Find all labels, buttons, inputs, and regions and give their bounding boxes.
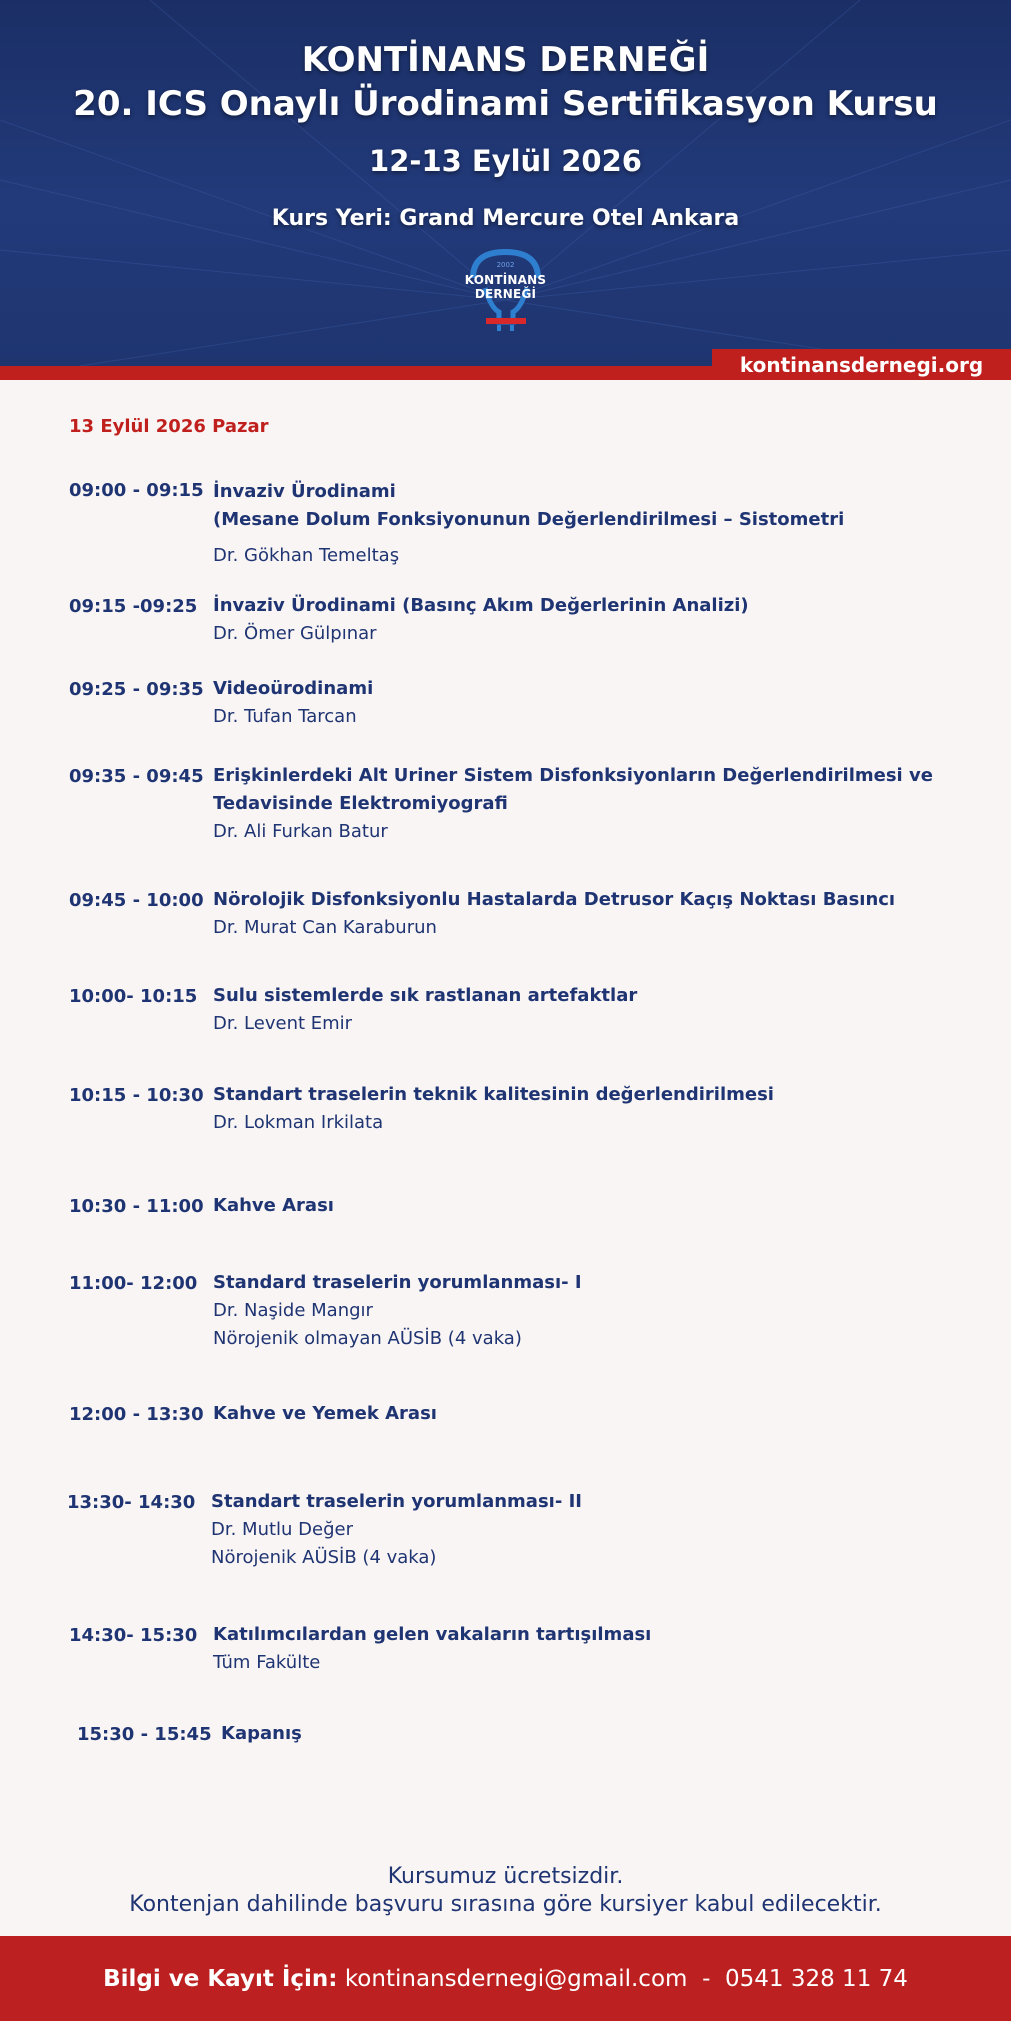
website-link[interactable]: kontinansdernegi.org xyxy=(712,349,1011,380)
session-title: Standard traselerin yorumlanması- I xyxy=(213,1272,582,1293)
session-time: 09:25 - 09:35 xyxy=(69,679,204,700)
contact-bar xyxy=(0,1936,1011,2021)
day-title: 13 Eylül 2026 Pazar xyxy=(69,416,269,437)
session-time: 14:30- 15:30 xyxy=(69,1625,198,1646)
session-title: Erişkinlerdeki Alt Uriner Sistem Disfonksiyonların Değerlendirilmesi ve xyxy=(213,765,933,786)
session-note: Nörojenik AÜSİB (4 vaka) xyxy=(211,1547,437,1568)
logo-year: 2002 xyxy=(496,261,515,269)
session-speaker: Dr. Lokman Irkilata xyxy=(213,1112,384,1133)
session-time: 09:00 - 09:15 xyxy=(69,480,204,501)
course-venue: Kurs Yeri: Grand Mercure Otel Ankara xyxy=(271,206,740,231)
session-title: Standart traselerin teknik kalitesinin değerlendirilmesi xyxy=(213,1084,774,1105)
session-speaker: Dr. Ali Furkan Batur xyxy=(213,821,388,842)
session-speaker: Dr. Ömer Gülpınar xyxy=(213,623,377,644)
session-note: Nörojenik olmayan AÜSİB (4 vaka) xyxy=(213,1328,522,1349)
session-speaker: Dr. Mutlu Değer xyxy=(211,1519,354,1540)
session-time: 09:35 - 09:45 xyxy=(69,766,204,787)
session-speaker: Dr. Tufan Tarcan xyxy=(213,706,357,727)
session-speaker: Tüm Fakülte xyxy=(213,1652,321,1673)
logo-text: KONTİNANS DERNEĞİ xyxy=(464,273,547,301)
session-time: 15:30 - 15:45 xyxy=(77,1724,212,1745)
session-time: 12:00 - 13:30 xyxy=(69,1404,204,1425)
association-logo xyxy=(435,246,576,334)
session-title: Kapanış xyxy=(221,1723,302,1744)
session-speaker: Dr. Gökhan Temeltaş xyxy=(213,545,400,566)
session-title-line2: Tedavisinde Elektromiyografi xyxy=(213,793,508,814)
contact-label: Bilgi ve Kayıt İçin: xyxy=(103,1965,338,1992)
organization-title: KONTİNANS DERNEĞİ xyxy=(301,40,710,80)
session-title: Kahve ve Yemek Arası xyxy=(213,1403,437,1424)
session-title: İnvaziv Ürodinami (Basınç Akım Değerlerinin Analizi) xyxy=(213,595,749,616)
session-title: Standart traselerin yorumlanması- II xyxy=(211,1491,582,1512)
contact-email[interactable]: kontinansdernegi@gmail.com xyxy=(344,1965,688,1992)
session-title-line2: (Mesane Dolum Fonksiyonunun Değerlendirilmesi – Sistometri xyxy=(213,509,845,530)
contact-phone[interactable]: 0541 328 11 74 xyxy=(725,1965,908,1992)
session-speaker: Dr. Naşide Mangır xyxy=(213,1300,373,1321)
registration-note: Kontenjan dahilinde başvuru sırasına göre kursiyer kabul edilecektir. xyxy=(129,1892,882,1917)
session-speaker: Dr. Levent Emir xyxy=(213,1013,353,1034)
session-time: 10:30 - 11:00 xyxy=(69,1196,204,1217)
session-title: Videoürodinami xyxy=(213,678,374,699)
course-date: 12-13 Eylül 2026 xyxy=(369,144,642,178)
course-title: 20. ICS Onaylı Ürodinami Sertifikasyon Kursu xyxy=(73,84,938,124)
session-time: 10:00- 10:15 xyxy=(69,986,198,1007)
session-title: Kahve Arası xyxy=(213,1195,334,1216)
session-title: Katılımcılardan gelen vakaların tartışılması xyxy=(213,1624,652,1645)
session-time: 10:15 - 10:30 xyxy=(69,1085,204,1106)
session-title: Sulu sistemlerde sık rastlanan artefaktlar xyxy=(213,985,638,1006)
session-title: İnvaziv Ürodinami xyxy=(213,481,396,502)
session-speaker: Dr. Murat Can Karaburun xyxy=(213,917,437,938)
session-time: 09:15 -09:25 xyxy=(69,596,198,617)
header-banner xyxy=(0,0,1011,366)
free-course-note: Kursumuz ücretsizdir. xyxy=(387,1864,624,1889)
contact-separator: - xyxy=(702,1965,711,1992)
session-time: 11:00- 12:00 xyxy=(69,1273,198,1294)
session-time: 13:30- 14:30 xyxy=(67,1492,196,1513)
session-title: Nörolojik Disfonksiyonlu Hastalarda Detrusor Kaçış Noktası Basıncı xyxy=(213,889,896,910)
session-time: 09:45 - 10:00 xyxy=(69,890,204,911)
